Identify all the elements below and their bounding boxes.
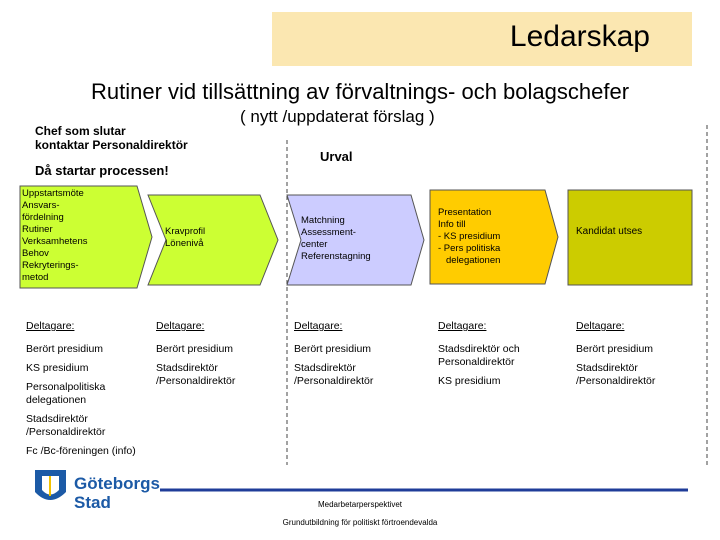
update-note: ( nytt /uppdaterat förslag ) bbox=[240, 107, 435, 126]
step-matchning-text: Matchning Assessment- center Referenstagning bbox=[301, 215, 371, 262]
participants-column-3: Deltagare: Berört presidium Stadsdirektör /Personaldirektör bbox=[294, 320, 374, 387]
step-uppstart-text: Uppstartsmöte Ansvars- fördelning Rutiner Verksamhetens Behov Rekryterings- metod bbox=[22, 188, 88, 283]
step-kandidat-text: Kandidat utses bbox=[576, 226, 643, 237]
participants-column-1: Deltagare: Berört presidium KS presidium Personalpolitiska delegationen Stadsdirektör /Personaldirektör Fc /Bc-föreningen (info) bbox=[26, 320, 136, 457]
subtitle: Rutiner vid tillsättning av förvaltnings- och bolagschefer bbox=[90, 79, 630, 104]
participants-column-5: Deltagare: Berört presidium Stadsdirektör /Personaldirektör bbox=[576, 320, 656, 387]
page-title: Ledarskap bbox=[509, 20, 650, 53]
intro-line-1: Chef som slutar bbox=[35, 124, 126, 138]
start-text: Då startar processen! bbox=[35, 163, 169, 178]
intro-line-2: kontaktar Personaldirektör bbox=[35, 138, 188, 152]
participants-column-4: Deltagare: Stadsdirektör och Personaldirektör KS presidium bbox=[438, 320, 520, 387]
step-presentation-text: Presentation Info till - KS presidium - Pers politiska delegationen bbox=[438, 207, 501, 266]
step-kravprofil-text: Kravprofil Lönenivå bbox=[165, 226, 206, 249]
bottom-caption-2: Grundutbildning för politiskt förtroendevalda bbox=[282, 518, 438, 527]
bottom-caption-1: Medarbetarperspektivet bbox=[317, 500, 403, 509]
participants-column-2: Deltagare: Berört presidium Stadsdirektör /Personaldirektör bbox=[156, 320, 236, 387]
logo-text: Göteborgs Stad bbox=[74, 474, 160, 512]
urval-label: Urval bbox=[320, 149, 353, 164]
